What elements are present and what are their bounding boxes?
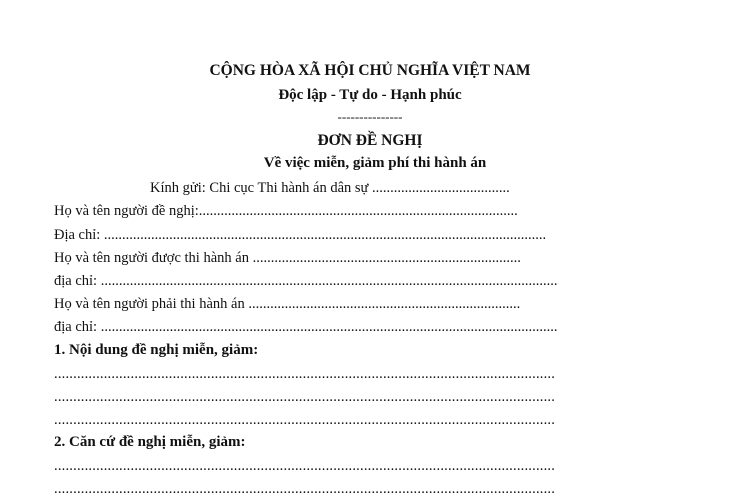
section-1-line: ................................................................................................................................... [54,389,556,405]
form-subtitle: Về việc miễn, giảm phí thi hành án [263,155,487,171]
requester-name-field: Họ và tên người đề nghị:........................................................................................ [54,203,518,219]
section-1-line: ................................................................................................................................... [54,366,556,382]
section-2-line: ................................................................................................................................... [54,481,556,497]
national-motto: Độc lập - Tự do - Hạnh phúc [278,87,462,103]
section-1-line: ................................................................................................................................... [54,412,556,428]
obligor-name-field: Họ và tên người phải thi hành án ........................................................................... [54,296,521,312]
section-2-line: ................................................................................................................................... [54,458,556,474]
requester-address-field: Địa chỉ: .......................................................................................................................... [54,227,547,243]
recipient-line: Kính gửi: Chi cục Thi hành án dân sự ...................................... [150,180,510,196]
beneficiary-name-field: Họ và tên người được thi hành án .......................................................................... [54,250,521,266]
header-separator: --------------- [337,109,403,124]
obligor-address-field: địa chỉ: .............................................................................................................................. [54,319,558,335]
country-name: CỘNG HÒA XÃ HỘI CHỦ NGHĨA VIỆT NAM [209,62,531,79]
section-1-heading: 1. Nội dung đề nghị miễn, giảm: [54,342,259,358]
beneficiary-address-field: địa chỉ: .............................................................................................................................. [54,273,558,289]
section-2-heading: 2. Căn cứ đề nghị miễn, giảm: [54,434,246,450]
form-title: ĐƠN ĐỀ NGHỊ [317,132,423,149]
